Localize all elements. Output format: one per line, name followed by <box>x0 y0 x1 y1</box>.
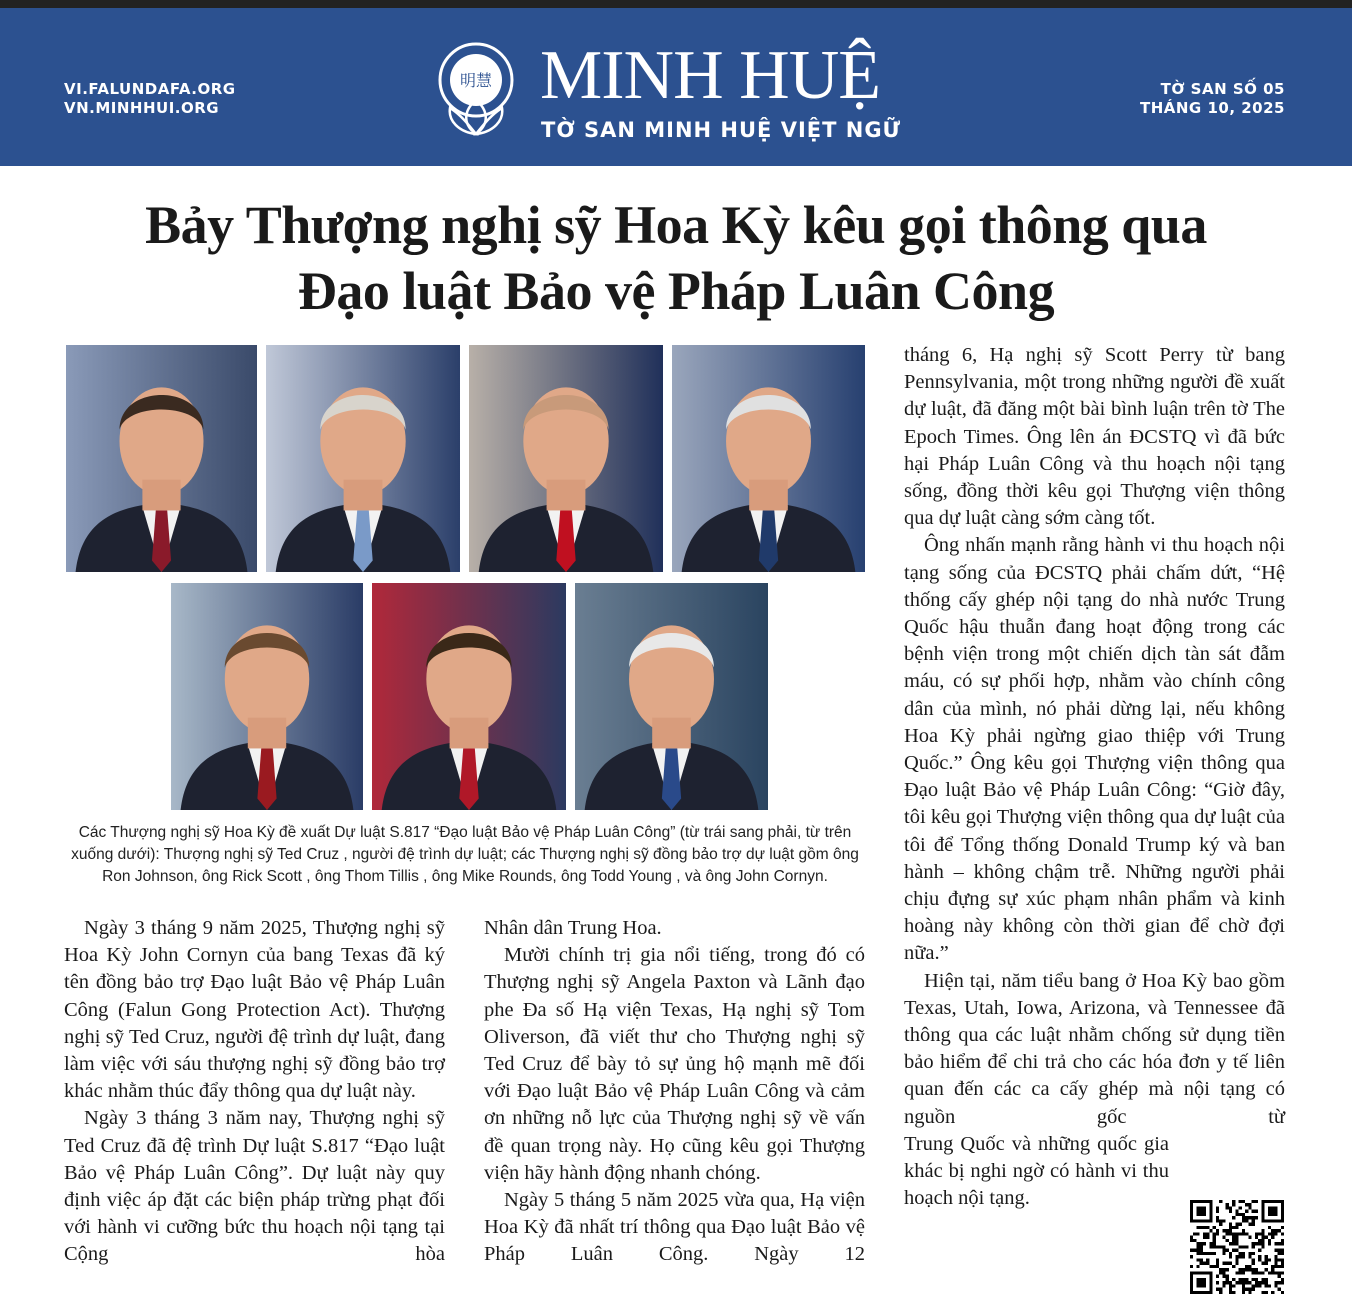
svg-text:明慧: 明慧 <box>459 71 493 90</box>
paragraph: Nhân dân Trung Hoa. <box>484 917 662 939</box>
senator-photo <box>672 345 865 572</box>
minghui-logo <box>434 40 518 140</box>
senator-photo <box>469 345 663 572</box>
paragraph: Hiện tại, năm tiểu bang ở Hoa Kỳ bao gồm Texas, Utah, Iowa, Arizona, và Tennessee đã thông qua các luật nhằm chống sử dụng tiền bảo hiểm để chi trả cho các hóa đơn y tế liên quan đến các ca cấy ghép mà nội tạng có nguồn gốc từ <box>904 969 1285 1128</box>
issue-number: TỜ SAN SỐ 05 <box>1160 80 1285 98</box>
column-3 <box>904 342 1285 1213</box>
paragraph: Ông nhấn mạnh rằng hành vi thu hoạch nội tạng sống của ĐCSTQ phải chấm dứt, “Hệ thống cấy ghép nội tạng do nhà nước Trung Quốc hậu thuẫn đang hoạt động trong các bệnh viện trong một chiến dịch tàn sát đẫm máu, có sự phối hợp, nhằm vào chính công dân của mình, nó phải dừng lại, nếu không Hoa Kỳ phải ngừng giao thiệp với Trung Quốc.” Ông kêu gọi Thượng viện thông qua Đạo luật Bảo vệ Pháp Luân Công: “Giờ đây, tôi kêu gọi Thượng viện thông qua dự luật của tôi để Tổng thống Donald Trump ký và ban hành – không chậm trễ. Những người phải chịu đựng sự xúc phạm nhân phẩm và kinh hoàng này không còn thời gian để chờ đợi nữa.” <box>904 534 1285 965</box>
site-urls <box>64 80 236 118</box>
paragraph: Ngày 3 tháng 9 năm 2025, Thượng nghị sỹ Hoa Kỳ John Cornyn của bang Texas đã ký tên đồng bảo trợ Đạo luật Bảo vệ Pháp Luân Công (Falun Gong Protection Act). Thượng nghị sỹ Ted Cruz, người đệ trình dự luật, đang làm việc với sáu thượng nghị sỹ đồng bảo trợ khác nhằm thúc đẩy thông qua dự luật này. <box>64 917 445 1103</box>
paragraph: Ngày 5 tháng 5 năm 2025 vừa qua, Hạ viện Hoa Kỳ đã nhất trí thông qua Đạo luật Bảo vệ Pháp Luân Công. Ngày 12 <box>484 1189 865 1266</box>
senator-photo <box>171 583 363 810</box>
paragraph: Mười chính trị gia nổi tiếng, trong đó có Thượng nghị sỹ Angela Paxton và Lãnh đạo phe Đa số Hạ viện Texas, Hạ nghị sỹ Tom Oliverson, đã viết thư cho Thượng nghị sỹ Ted Cruz để bày tỏ sự ủng hộ mạnh mẽ đối với Đạo luật Bảo vệ Pháp Luân Công và cảm ơn những nỗ lực của Thượng nghị sỹ về vấn đề quan trọng này. Họ cũng kêu gọi Thượng viện hãy hành động nhanh chóng. <box>484 944 865 1184</box>
column-2 <box>484 915 865 1269</box>
issue-date: THÁNG 10, 2025 <box>1139 99 1285 117</box>
paragraph: Trung Quốc và những quốc gia khác bị nghi ngờ có hành vi thu hoạch nội tạng. <box>904 1132 1169 1210</box>
tagline: TỜ SAN MINH HUỆ VIỆT NGỮ <box>541 118 902 142</box>
title-line: Bảy Thượng nghị sỹ Hoa Kỳ kêu gọi thông qua <box>145 195 1207 255</box>
photo-caption: Các Thượng nghị sỹ Hoa Kỳ đề xuất Dự luật S.817 “Đạo luật Bảo vệ Pháp Luân Công” (từ trái sang phải, từ trên xuống dưới): Thượng nghị sỹ Ted Cruz , người đệ trình dự luật; các Thượng nghị sỹ đồng bảo trợ dự luật gồm ông Ron Johnson, ông Rick Scott , ông Thom Tillis , ông Mike Rounds, ông Todd Young , và ông John Cornyn. <box>71 824 859 885</box>
senator-photo <box>66 345 257 572</box>
senator-photo <box>575 583 768 810</box>
senator-photo <box>266 345 460 572</box>
brand-name: MINH HUỆ <box>540 37 881 114</box>
senator-photo <box>372 583 566 810</box>
url-falundafa[interactable]: VI.FALUNDAFA.ORG <box>64 80 236 98</box>
top-bar <box>0 0 1352 8</box>
paragraph: Ngày 3 tháng 3 năm nay, Thượng nghị sỹ Ted Cruz đã đệ trình Dự luật S.817 “Đạo luật Bảo vệ Pháp Luân Công”. Dự luật này quy định việc áp đặt các biện pháp trừng phạt đối với hành vi cưỡng bức thu hoạch nội tạng tại Cộng hòa <box>64 1107 445 1266</box>
masthead <box>0 8 1352 166</box>
issue-info <box>1140 80 1285 118</box>
column-1 <box>64 915 445 1269</box>
qr-code[interactable] <box>1190 1200 1284 1294</box>
title-line: Đạo luật Bảo vệ Pháp Luân Công <box>297 261 1055 321</box>
paragraph: tháng 6, Hạ nghị sỹ Scott Perry từ bang Pennsylvania, một trong những người đề xuất dự luật, đã đăng một bài bình luận trên tờ The Epoch Times. Ông lên án ĐCSTQ vì đã bức hại Pháp Luân Công và thu hoạch nội tạng sống, đồng thời kêu gọi Thượng viện thông qua dự luật càng sớm càng tốt. <box>904 344 1285 530</box>
article-title <box>0 192 1352 324</box>
url-minhhui[interactable]: VN.MINHHUI.ORG <box>64 99 220 117</box>
